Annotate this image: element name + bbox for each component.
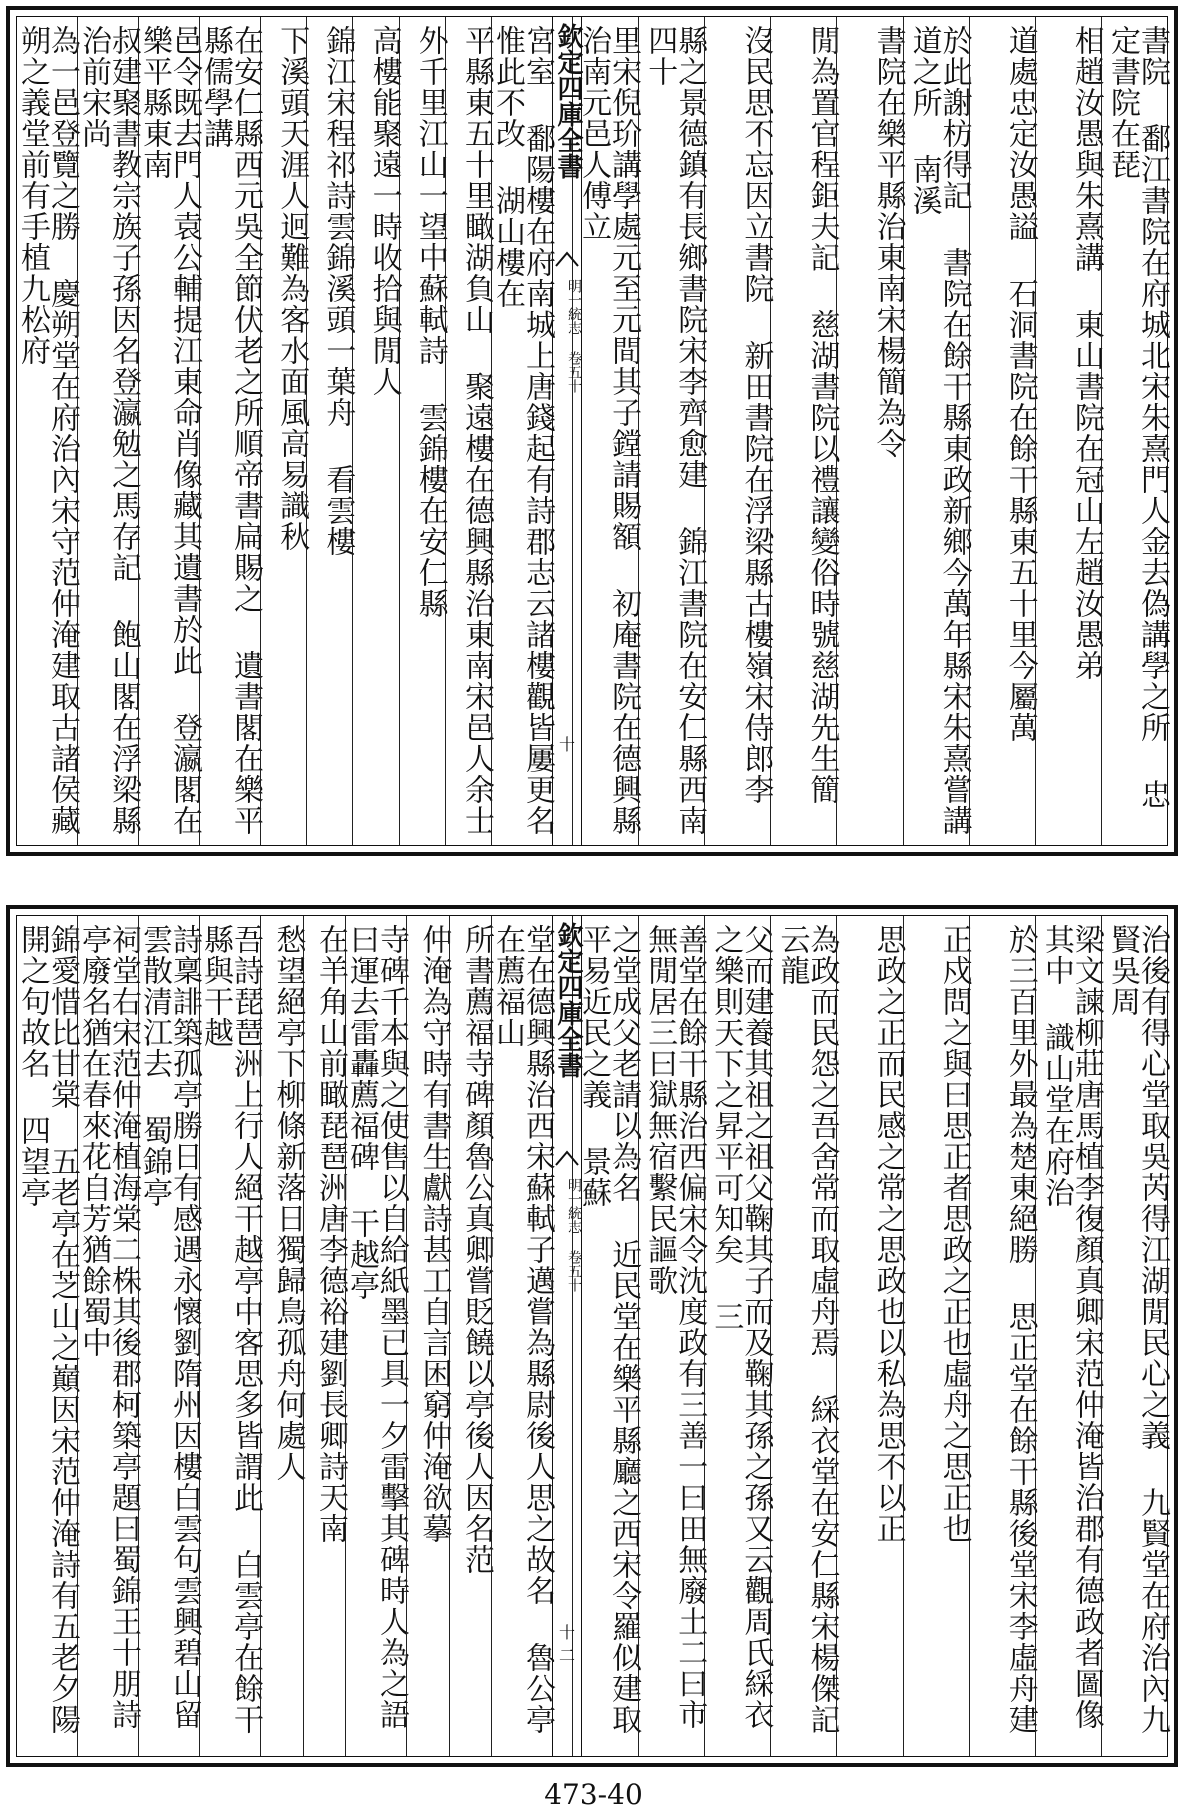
text-column: 堂在德興縣治西宋蘇軾子邁嘗為縣尉後人思之故名 魯公亭在薦福山 [491, 916, 552, 1756]
top-page [6, 6, 1178, 856]
folio-number: 十二 [558, 1623, 575, 1665]
text-column: 縣之景德鎮有長鄉書院宋李齊愈建 錦江書院在安仁縣西南四十 [638, 17, 704, 845]
text-column: 錦愛惜比甘棠 五老亭在芝山之巔因宋范仲淹詩有五老夕陽開之句故名 四望亭 [15, 924, 80, 1735]
text-column: 詩稟誹築孤亭勝日有感遇永懷劉隋州因樓白雲句雲興碧山留雲散清江去 蜀錦亭 [138, 916, 199, 1756]
text-column: 於此謝枋得記 書院在餘干縣東政新鄉今萬年縣宋朱熹嘗講道之所 南溪 [903, 17, 969, 845]
text-column: 祠堂右宋范仲淹植海棠二株其後郡柯築亭題曰蜀錦王十朋詩亭廢名猶在春來花自芳猶餘蜀中 [77, 916, 138, 1756]
text-column: 在安仁縣西元吳全節伏老之所順帝書扁賜之 遺書閣在樂平縣儒學講 [199, 17, 260, 845]
folio-number: 十 [558, 735, 575, 754]
text-column: 父而建養其祖之祖父鞠其子而及鞠其孫之孫又云觀周氏綵衣之樂則天下之昇平可知矣 三 [704, 916, 770, 1756]
book-title: 欽定四庫全書 [553, 23, 583, 179]
text-column: 錦江宋程祁詩雲錦溪頭一葉舟 看雲樓 [306, 17, 352, 845]
text-column: 寺碑千本與之使售以自給紙墨已具一夕雷擊其碑時人為之語曰運去雷轟薦福碑 干越亭 [345, 916, 406, 1756]
text-column: 正戍問之與曰思正者思政之正也虛舟之思正也 [903, 916, 969, 1756]
fish-tail-mark-icon [555, 1148, 579, 1166]
text-column: 為政而民怨之吾舍常而取虛舟焉 綵衣堂在安仁縣宋楊傑記云龍 [770, 916, 836, 1756]
book-title: 欽定四庫全書 [553, 922, 583, 1078]
text-column: 下溪頭天涯人迥難為客水面風高易識秋 [260, 17, 306, 845]
text-column: 邑令既去門人袁公輔提江東命肖像藏其遺書於此 登瀛閣在樂平縣東南 [138, 17, 199, 845]
text-column: 思政之正而民感之常之思政也以私為思不以正 [836, 916, 902, 1756]
center-strip [552, 17, 582, 845]
text-column: 閒為置官程鉅夫記 慈湖書院以禮讓變俗時號慈湖先生簡 [770, 17, 836, 845]
text-column: 為一邑登覽之勝 慶朔堂在府治內宋守范仲淹建取古諸侯藏朔之義堂前有手植九松府 [14, 25, 80, 836]
text-column: 在羊角山前瞰琵琶洲唐李德裕建劉長卿詩天南 [303, 916, 346, 1756]
bottom-left-text [15, 916, 555, 1756]
page-number: 473-40 [544, 1778, 643, 1811]
juan-label: 明一統志 卷五十 [566, 1178, 582, 1292]
text-column: 治後有得心堂取吳芮得江湖閒民心之義 九賢堂在府治內九賢吳周 [1101, 916, 1167, 1756]
bottom-right-text [572, 916, 1170, 1756]
text-column: 於三百里外最為楚東絕勝 思正堂在餘干縣後堂宋李虛舟建 [969, 916, 1035, 1756]
text-column: 沒民思不忘因立書院 新田書院在浮梁縣古樓嶺宋侍郎李 [704, 17, 770, 845]
text-column: 所書薦福寺碑顏魯公真卿嘗貶饒以亭後人因名范 [449, 916, 492, 1756]
text-column: 吾詩琵琶洲上行人絕干越亭中客思多皆謂此 白雲亭在餘干縣與干越 [199, 916, 260, 1756]
fish-tail-mark-icon [555, 249, 579, 267]
top-right-text [572, 17, 1170, 845]
text-column: 書院 鄱江書院在府城北宋朱熹門人金去偽講學之所 忠定書院在琵 [1101, 17, 1167, 845]
bottom-page [6, 905, 1178, 1767]
text-column: 愁望絕亭下柳條新落日獨歸鳥孤舟何處人 [260, 916, 303, 1756]
text-column: 相趙汝愚與朱熹講 東山書院在冠山左趙汝愚弟 [1035, 17, 1101, 845]
text-column: 外千里江山一望中蘇軾詩 雲錦樓在安仁縣 [399, 17, 445, 845]
text-column: 善堂在餘干縣治西偏宋令沈度政有三善一曰田無廢土二曰市無閒居三曰獄無宿繫民謳歌 [638, 916, 704, 1756]
top-left-text [14, 17, 555, 845]
text-column: 梁文諫柳莊唐馬植李復顏真卿宋范仲淹皆治郡有德政者圖像其中 識山堂在府治 [1035, 916, 1101, 1756]
bottom-page-frame [16, 915, 1168, 1757]
text-column: 叔建聚書教宗族子孫因名登瀛勉之馬存記 飽山閣在浮梁縣治前宋尚 [77, 17, 138, 845]
top-page-frame [16, 16, 1168, 846]
text-column: 高樓能聚遠一時收拾與閒人 [352, 17, 398, 845]
text-column: 里宋倪玠講學處元至元間其子鏜請賜額 初庵書院在德興縣治南元邑人傅立 [572, 17, 638, 845]
text-column: 之堂成父老請以為名 近民堂在樂平縣廳之西宋令羅似建取平易近民之義 景蘇 [572, 916, 638, 1756]
text-column: 仲淹為守時有書生獻詩甚工自言困窮仲淹欲摹 [406, 916, 449, 1756]
text-column: 道處忠定汝愚謚 石洞書院在餘干縣東五十里今屬萬 [969, 17, 1035, 845]
text-column: 書院在樂平縣治東南宋楊簡為令 [836, 17, 902, 845]
center-strip [552, 916, 582, 1756]
text-column: 宮室 鄱陽樓在府南城上唐錢起有詩郡志云諸樓觀皆屢更名惟此不改 湖山樓在 [491, 17, 552, 845]
text-column: 平縣東五十里瞰湖負山 聚遠樓在德興縣治東南宋邑人余士 [445, 17, 491, 845]
juan-label: 明一統志 卷五十 [566, 279, 582, 393]
